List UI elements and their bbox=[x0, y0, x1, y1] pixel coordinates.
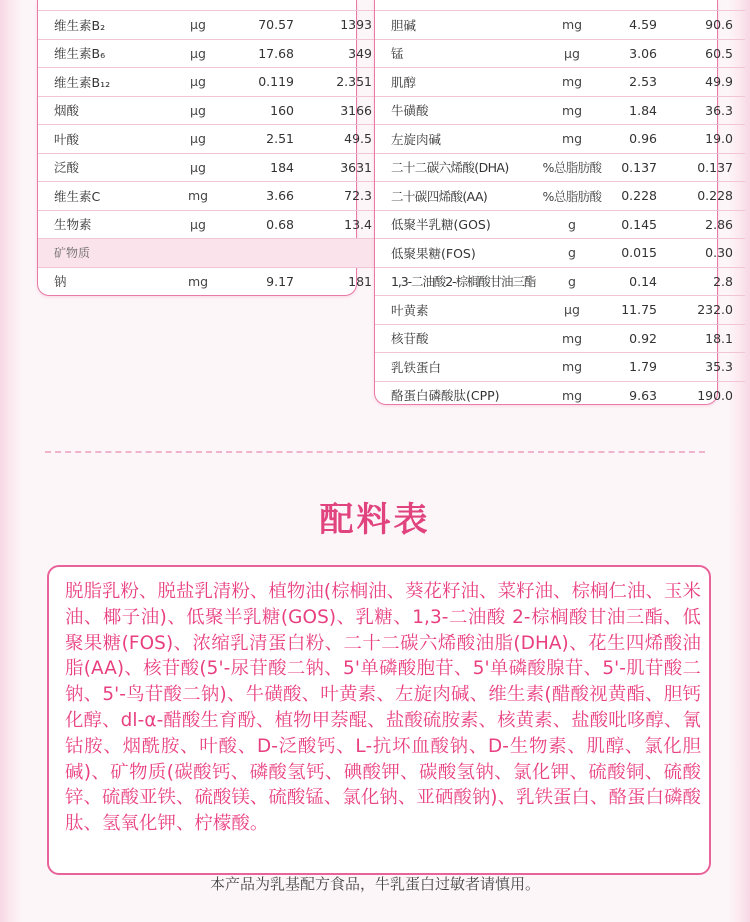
nutrient-name: 肌醇 bbox=[375, 68, 541, 97]
value-per-100g: 0.137 bbox=[657, 153, 745, 182]
nutrient-name: 烟酸 bbox=[38, 96, 174, 125]
nutrition-table-left-card bbox=[37, 0, 372, 296]
nutrient-name: 维生素B₆ bbox=[38, 39, 174, 68]
value-per-100g: 349 bbox=[294, 39, 384, 68]
nutrient-name bbox=[375, 0, 541, 11]
value-per-100g bbox=[294, 0, 384, 11]
nutrient-unit: mg bbox=[187, 273, 209, 289]
ingredients-title: 配料表 bbox=[319, 500, 431, 540]
nutrient-name: 胆碱 bbox=[375, 11, 541, 40]
value-per-100g: 49.5 bbox=[294, 125, 384, 154]
table-row bbox=[375, 182, 745, 211]
value-per-100kj: 0.137 bbox=[603, 153, 657, 182]
nutrient-unit: g bbox=[541, 239, 603, 268]
nutrient-unit: mg bbox=[541, 68, 603, 97]
table-row bbox=[375, 210, 745, 239]
nutrient-name: 1,3-二油酸2-棕榈酸甘油三酯 bbox=[375, 267, 541, 296]
nutrient-unit: μg bbox=[174, 11, 222, 40]
value-per-100g: 36.3 bbox=[657, 96, 745, 125]
nutrient-name: 牛磺酸 bbox=[375, 96, 541, 125]
table-row bbox=[375, 381, 745, 409]
value-per-100g: 19.0 bbox=[657, 125, 745, 154]
value-per-100g: 90.6 bbox=[657, 11, 745, 40]
value-per-100g bbox=[657, 0, 745, 11]
value-per-100kj: 3.66 bbox=[222, 182, 294, 211]
nutrient-unit: μg bbox=[174, 153, 222, 182]
table-row bbox=[375, 324, 745, 353]
nutrient-unit: μg bbox=[174, 68, 222, 97]
ingredients-box bbox=[47, 565, 711, 875]
value-per-100kj: 0.119 bbox=[222, 68, 294, 97]
table-row bbox=[38, 39, 384, 68]
nutrition-table-left bbox=[38, 0, 384, 295]
ingredients-text: 脱脂乳粉、脱盐乳清粉、植物油(棕榈油、葵花籽油、菜籽油、棕榈仁油、玉米油、椰子油)、低聚半乳糖(GOS)、乳糖、1,3-二油酸 2-棕榈酸甘油三酯、低聚果糖(FOS)、浓缩乳清蛋白粉、二十二碳六烯酸油脂(DHA)、花生四烯酸油脂(AA)、核苷酸(5'-尿苷酸二钠、5'单磷酸胞苷、5'单磷酸腺苷、5'-肌苷酸二钠、5'-鸟苷酸二钠)、牛磺酸、叶黄素、左旋肉碱、维生素(醋酸视黄酯、胆钙化醇、dl-α-醋酸生育酚、植物甲萘醌、盐酸硫胺素、核黄素、盐酸吡哆醇、氰钴胺、烟酰胺、叶酸、D-泛酸钙、L-抗坏血酸钠、D-生物素、肌醇、氯化胆碱)、矿物质(碳酸钙、磷酸氢钙、碘酸钾、碳酸氢钠、氯化钾、硫酸铜、硫酸锌、硫酸亚铁、硫酸镁、硫酸锰、氯化钠、亚硒酸钠)、乳铁蛋白、酪蛋白磷酸肽、氢氧化钾、柠檬酸。 bbox=[65, 581, 701, 835]
nutrient-name: 生物素 bbox=[38, 210, 174, 239]
section-label: 矿物质 bbox=[38, 239, 384, 268]
nutrient-unit: g bbox=[541, 267, 603, 296]
nutrient-name: 左旋肉碱 bbox=[375, 125, 541, 154]
table-row bbox=[375, 353, 745, 382]
nutrient-name: 钠 bbox=[54, 274, 67, 290]
nutrient-unit: μg bbox=[174, 125, 222, 154]
value-per-100g: 72.3 bbox=[294, 182, 384, 211]
nutrient-unit: %总脂肪酸 bbox=[541, 153, 603, 182]
nutrient-name: 二十二碳六烯酸(DHA) bbox=[375, 153, 541, 182]
value-per-100g: 13.4 bbox=[294, 210, 384, 239]
table-row bbox=[38, 182, 384, 211]
value-per-100kj: 1.84 bbox=[603, 96, 657, 125]
table-row bbox=[375, 68, 745, 97]
allergy-notice: 本产品为乳基配方食品，牛乳蛋白过敏者请慎用。 bbox=[209, 875, 540, 893]
table-row bbox=[38, 267, 384, 295]
nutrition-table-right-card bbox=[374, 0, 733, 405]
table-row bbox=[38, 11, 384, 40]
nutrient-unit: mg bbox=[541, 353, 603, 382]
value-per-100g: 1393 bbox=[294, 11, 384, 40]
nutrient-name: 叶黄素 bbox=[375, 296, 541, 325]
value-per-100kj: 0.96 bbox=[603, 125, 657, 154]
nutrient-unit: mg bbox=[561, 387, 583, 403]
nutrient-unit: g bbox=[541, 210, 603, 239]
nutrient-name: 低聚果糖(FOS) bbox=[375, 239, 541, 268]
table-row bbox=[375, 239, 745, 268]
table-row bbox=[375, 0, 745, 11]
table-row bbox=[38, 153, 384, 182]
nutrient-name: 泛酸 bbox=[38, 153, 174, 182]
value-per-100kj: 3.06 bbox=[603, 39, 657, 68]
nutrient-unit: μg bbox=[174, 39, 222, 68]
nutrient-unit: mg bbox=[174, 182, 222, 211]
value-per-100kj: 2.53 bbox=[603, 68, 657, 97]
value-per-100g: 2.86 bbox=[657, 210, 745, 239]
nutrient-name: 乳铁蛋白 bbox=[375, 353, 541, 382]
value-per-100kj: 184 bbox=[222, 153, 294, 182]
nutrient-unit: μg bbox=[174, 210, 222, 239]
value-per-100kj: 2.51 bbox=[222, 125, 294, 154]
value-per-100g: 3631 bbox=[294, 153, 384, 182]
nutrient-unit: mg bbox=[541, 11, 603, 40]
nutrition-table-right bbox=[375, 0, 745, 409]
value-per-100g: 0.30 bbox=[657, 239, 745, 268]
value-per-100kj: 4.59 bbox=[603, 11, 657, 40]
value-per-100g: 3166 bbox=[294, 96, 384, 125]
value-per-100g: 60.5 bbox=[657, 39, 745, 68]
nutrient-name: 二十碳四烯酸(AA) bbox=[375, 182, 541, 211]
nutrient-name: 维生素B₂ bbox=[38, 11, 174, 40]
value-per-100g: 2.8 bbox=[657, 267, 745, 296]
value-per-100kj: 11.75 bbox=[603, 296, 657, 325]
nutrient-unit: mg bbox=[541, 96, 603, 125]
table-row bbox=[38, 210, 384, 239]
nutrient-name: 酪蛋白磷酸肽(CPP) bbox=[391, 388, 500, 404]
value-per-100kj: 17.68 bbox=[222, 39, 294, 68]
table-row bbox=[375, 153, 745, 182]
value-per-100kj: 0.92 bbox=[603, 324, 657, 353]
value-per-100g: 35.3 bbox=[657, 353, 745, 382]
nutrient-name: 叶酸 bbox=[38, 125, 174, 154]
nutrient-unit bbox=[174, 0, 222, 11]
table-row bbox=[375, 96, 745, 125]
nutrient-unit: μg bbox=[174, 96, 222, 125]
table-row bbox=[375, 296, 745, 325]
nutrient-unit: mg bbox=[541, 324, 603, 353]
table-row bbox=[38, 0, 384, 11]
value-per-100kj: 160 bbox=[222, 96, 294, 125]
value-per-100g: 181 bbox=[348, 273, 372, 289]
value-per-100kj bbox=[603, 0, 657, 11]
table-row bbox=[375, 39, 745, 68]
value-per-100g: 0.228 bbox=[657, 182, 745, 211]
nutrient-name: 低聚半乳糖(GOS) bbox=[375, 210, 541, 239]
value-per-100g: 49.9 bbox=[657, 68, 745, 97]
nutrient-name bbox=[38, 0, 174, 11]
value-per-100kj: 0.145 bbox=[603, 210, 657, 239]
table-row bbox=[375, 11, 745, 40]
value-per-100kj: 9.63 bbox=[629, 387, 657, 403]
dashed-divider bbox=[45, 451, 705, 453]
value-per-100kj bbox=[222, 0, 294, 11]
value-per-100kj: 0.015 bbox=[603, 239, 657, 268]
value-per-100kj: 0.14 bbox=[603, 267, 657, 296]
table-row bbox=[38, 68, 384, 97]
value-per-100g: 2.351 bbox=[294, 68, 384, 97]
value-per-100g: 18.1 bbox=[657, 324, 745, 353]
nutrient-name: 核苷酸 bbox=[375, 324, 541, 353]
table-row bbox=[375, 267, 745, 296]
value-per-100kj: 70.57 bbox=[222, 11, 294, 40]
value-per-100kj: 9.17 bbox=[266, 273, 294, 289]
nutrient-unit: %总脂肪酸 bbox=[541, 182, 603, 211]
table-row bbox=[38, 96, 384, 125]
nutrient-unit bbox=[541, 0, 603, 11]
table-row bbox=[38, 125, 384, 154]
nutrient-name: 维生素C bbox=[38, 182, 174, 211]
nutrient-name: 锰 bbox=[375, 39, 541, 68]
value-per-100kj: 0.68 bbox=[222, 210, 294, 239]
value-per-100kj: 0.228 bbox=[603, 182, 657, 211]
nutrient-unit: μg bbox=[541, 39, 603, 68]
table-row bbox=[375, 125, 745, 154]
nutrient-unit: mg bbox=[541, 125, 603, 154]
nutrient-unit: μg bbox=[541, 296, 603, 325]
section-row-minerals bbox=[38, 239, 384, 268]
value-per-100kj: 1.79 bbox=[603, 353, 657, 382]
value-per-100g: 190.0 bbox=[697, 387, 733, 403]
value-per-100g: 232.0 bbox=[657, 296, 745, 325]
nutrient-name: 维生素B₁₂ bbox=[38, 68, 174, 97]
